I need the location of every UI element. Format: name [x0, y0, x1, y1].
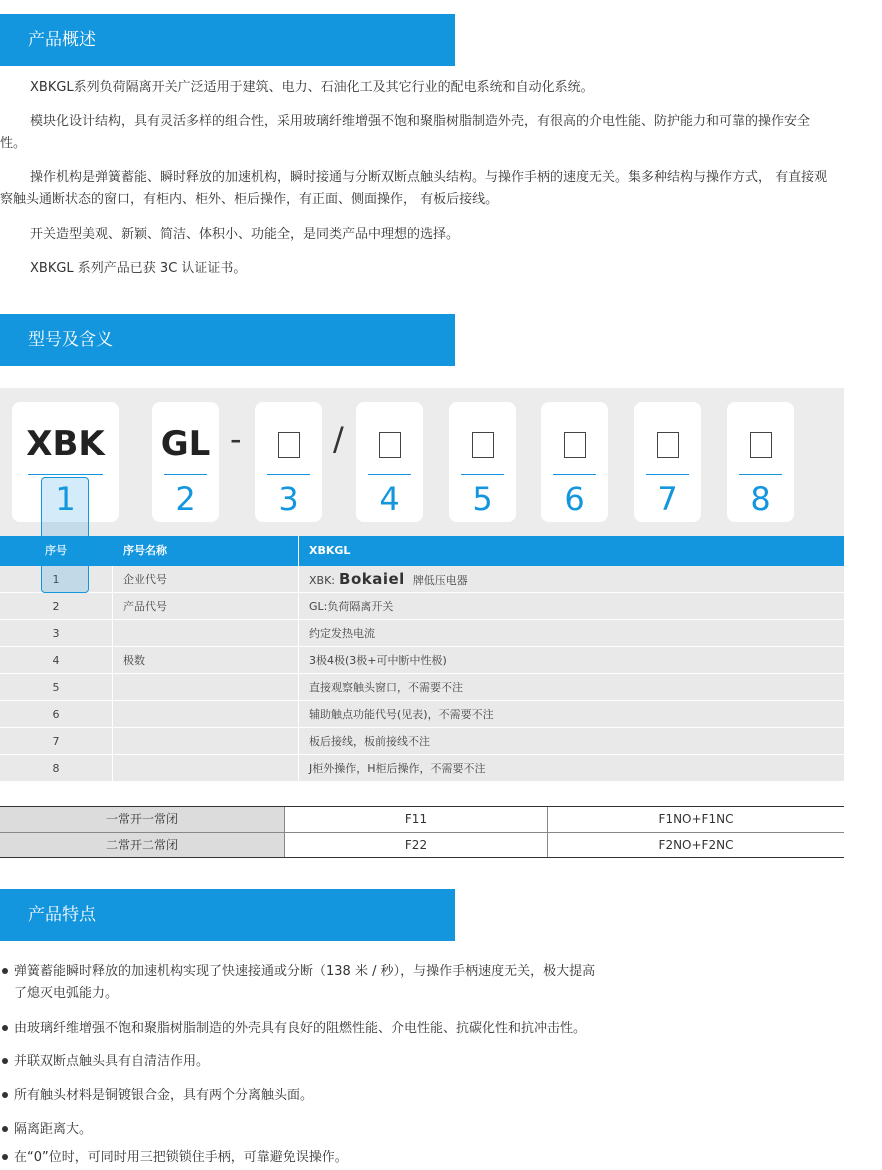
cell-desc: GL:负荷隔离开关 — [298, 593, 844, 619]
cell-no: 1 — [52, 573, 60, 586]
brand-logo: Bokaiel — [339, 570, 405, 588]
placeholder-square-icon — [472, 432, 494, 458]
code-underline — [553, 474, 596, 475]
header-xbkgl: XBKGL — [298, 536, 844, 566]
cell-name: 产品代号 — [112, 593, 298, 619]
code-number: 3 — [278, 480, 299, 518]
cell-name — [112, 620, 298, 646]
overview-paragraph-3: 操作机构是弹簧蓄能、瞬时释放的加速机构，瞬时接通与分断双断点触头结构。与操作手柄的速度无关。集多种结构与操作方式， 有直接观 — [30, 170, 828, 185]
code-underline — [28, 474, 103, 475]
header-no: 序号 — [45, 544, 67, 557]
code-underline — [164, 474, 207, 475]
code-underline — [461, 474, 504, 475]
desc-prefix: XBK: — [309, 574, 336, 587]
contact-desc: F2NO+F2NC — [547, 833, 844, 857]
code-box-2 — [152, 402, 219, 522]
placeholder-square-icon — [379, 432, 401, 458]
code-box-3 — [255, 402, 322, 522]
cell-name — [112, 755, 298, 781]
bullet-icon — [2, 1092, 8, 1098]
feature-text: 并联双断点触头具有自清洁作用。 — [14, 1054, 210, 1069]
model-code-panel — [0, 388, 844, 536]
section-header-model: 型号及含义 — [0, 314, 455, 366]
cell-desc: 板后接线，板前接线不注 — [298, 728, 844, 754]
overview-paragraph-5: XBKGL 系列产品已获 3C 认证证书。 — [30, 261, 247, 276]
feature-item — [0, 961, 650, 1005]
code-number: 6 — [564, 480, 585, 518]
overview-paragraph-3-cont: 察触头通断状态的窗口，有柜内、柜外、柜后操作，有正面、侧面操作， 有板后接线。 — [0, 192, 499, 207]
code-slash: / — [333, 420, 344, 458]
table-row — [0, 832, 844, 857]
bullet-icon — [2, 1126, 8, 1132]
table-row — [0, 647, 844, 674]
cell-desc: J柜外操作，H柜后操作，不需要不注 — [298, 755, 844, 781]
cell-no: 7 — [52, 735, 60, 748]
cell-desc: 辅助触点功能代号(见表)，不需要不注 — [298, 701, 844, 727]
code-box-8 — [727, 402, 794, 522]
overview-paragraph-4: 开关造型美观、新颖、简洁、体积小、功能全，是同类产品中理想的选择。 — [30, 227, 460, 242]
contact-code: F11 — [284, 807, 547, 832]
cell-no: 4 — [52, 654, 60, 667]
cell-desc: 直接观察触头窗口，不需要不注 — [298, 674, 844, 700]
bullet-icon — [2, 1025, 8, 1031]
cell-no: 2 — [52, 600, 60, 613]
feature-item — [0, 1018, 650, 1040]
cell-name — [112, 728, 298, 754]
feature-item — [0, 1147, 650, 1169]
code-box-6 — [541, 402, 608, 522]
table-row — [0, 674, 844, 701]
highlight-frame-column-1 — [41, 477, 89, 593]
section-header-overview: 产品概述 — [0, 14, 455, 66]
placeholder-square-icon — [278, 432, 300, 458]
code-number: 8 — [750, 480, 771, 518]
code-underline — [267, 474, 310, 475]
overview-paragraph-2: 模块化设计结构，具有灵活多样的组合性，采用玻璃纤维增强不饱和聚脂树脂制造外壳，有很高的介电性能、防护能力和可靠的操作安全 — [30, 114, 811, 129]
code-text: XBK — [26, 424, 105, 464]
cell-name: 极数 — [112, 647, 298, 673]
feature-text: 在“0”位时，可同时用三把锁锁住手柄，可靠避免误操作。 — [14, 1150, 348, 1165]
code-box-7 — [634, 402, 701, 522]
feature-text: 隔离距离大。 — [14, 1122, 93, 1137]
feature-item — [0, 1085, 650, 1107]
table-row — [0, 755, 844, 782]
table-row — [0, 807, 844, 832]
feature-text-cont: 了熄灭电弧能力。 — [14, 986, 119, 1001]
code-underline — [646, 474, 689, 475]
cell-desc: 3极4极(3极+可中断中性极) — [298, 647, 844, 673]
code-number: 5 — [472, 480, 493, 518]
contact-desc: F1NO+F1NC — [547, 807, 844, 832]
cell-no: 5 — [52, 681, 60, 694]
table-row — [0, 701, 844, 728]
table-row — [0, 620, 844, 647]
code-underline — [368, 474, 411, 475]
cell-name — [112, 701, 298, 727]
auxiliary-contact-table — [0, 806, 844, 858]
code-underline — [739, 474, 782, 475]
feature-text: 由玻璃纤维增强不饱和聚脂树脂制造的外壳具有良好的阻燃性能、介电性能、抗碳化性和抗冲击性。 — [14, 1021, 587, 1036]
table-row — [0, 728, 844, 755]
cell-no: 3 — [52, 627, 60, 640]
feature-item — [0, 1119, 650, 1141]
cell-no: 6 — [52, 708, 60, 721]
code-number: 4 — [379, 480, 400, 518]
bullet-icon — [2, 968, 8, 974]
cell-name: 企业代号 — [112, 566, 298, 592]
desc-text: 牌低压电器 — [412, 574, 468, 587]
code-text: GL — [160, 424, 211, 464]
cell-desc: 约定发热电流 — [298, 620, 844, 646]
placeholder-square-icon — [657, 432, 679, 458]
code-number: 1 — [55, 480, 76, 518]
table-row — [0, 566, 844, 593]
feature-text: 所有触头材料是铜镀银合金，具有两个分离触头面。 — [14, 1088, 314, 1103]
overview-paragraph-1: XBKGL系列负荷隔离开关广泛适用于建筑、电力、石油化工及其它行业的配电系统和自动化系统。 — [30, 80, 594, 95]
feature-text: 弹簧蓄能瞬时释放的加速机构实现了快速接通或分断（138 米 / 秒），与操作手柄速度无关，极大提高 — [14, 964, 596, 979]
contact-type: 二常开二常闭 — [0, 833, 284, 857]
code-dash: - — [230, 420, 242, 458]
contact-code: F22 — [284, 833, 547, 857]
section-header-features: 产品特点 — [0, 889, 455, 941]
bullet-icon — [2, 1058, 8, 1064]
code-box-5 — [449, 402, 516, 522]
feature-item — [0, 1051, 650, 1073]
cell-name — [112, 674, 298, 700]
cell-no: 8 — [52, 762, 60, 775]
code-number: 2 — [175, 480, 196, 518]
bullet-icon — [2, 1154, 8, 1160]
contact-type: 一常开一常闭 — [0, 807, 284, 832]
placeholder-square-icon — [750, 432, 772, 458]
placeholder-square-icon — [564, 432, 586, 458]
header-name: 序号名称 — [112, 536, 298, 566]
overview-paragraph-2-cont: 性。 — [0, 136, 27, 151]
table-row — [0, 593, 844, 620]
model-explanation-table — [0, 536, 844, 782]
code-box-4 — [356, 402, 423, 522]
code-number: 7 — [657, 480, 678, 518]
cell-desc — [298, 566, 844, 592]
table-header — [0, 536, 844, 566]
